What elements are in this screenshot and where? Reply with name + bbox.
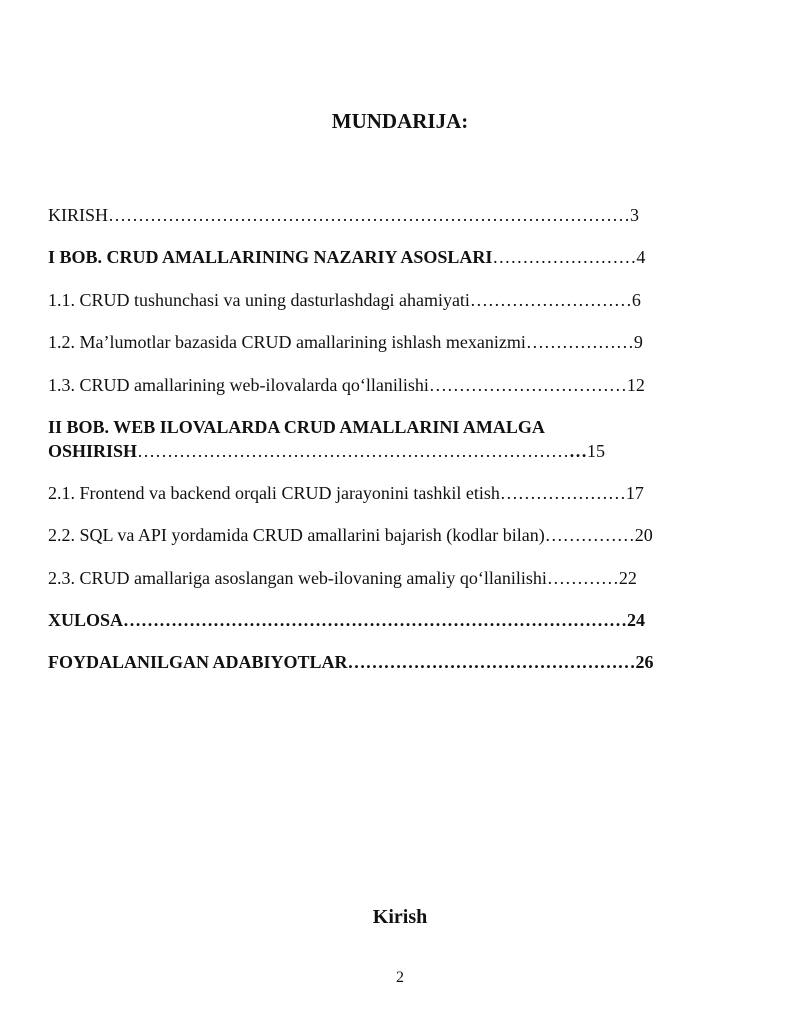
toc-entry-text: 1.2. Ma’lumotlar bazasida CRUD amallarining ishlash mexanizmi………………9 (48, 332, 643, 352)
section-heading: Kirish (372, 906, 428, 928)
toc-entry-dots-bold: … (569, 441, 588, 461)
toc-entry-1-3[interactable] (48, 373, 645, 397)
toc-entry-text: 2.3. CRUD amallariga asoslangan web-ilovaning amaliy qo‘llanilishi…………22 (48, 568, 637, 588)
toc-entry-chapter-2-cont[interactable] (48, 439, 605, 463)
toc-entry-text: KIRISH……………………………………………………………………………3 (48, 205, 640, 225)
toc-entry-text: 1.3. CRUD amallarining web-ilovalarda qo‘llanilishi……………………………12 (48, 375, 645, 395)
toc-entry-text: II BOB. WEB ILOVALARDA CRUD AMALLARINI AMALGA (48, 417, 545, 437)
toc-entry-2-2[interactable] (48, 523, 653, 547)
toc-entry-1-2[interactable] (48, 330, 643, 354)
toc-entry-chapter-2[interactable] (48, 415, 545, 439)
toc-entry-dots: ……………………4 (492, 247, 646, 267)
toc-entry-1-1[interactable] (48, 288, 641, 312)
toc-entry-text: 2.2. SQL va API yordamida CRUD amallarini bajarish (kodlar bilan)……………20 (48, 525, 653, 545)
toc-entry-text: I BOB. CRUD AMALLARINING NAZARIY ASOSLARI (48, 247, 493, 267)
toc-entry-2-1[interactable] (48, 481, 644, 505)
toc-entry-dots: ……………………………………………………………… (137, 441, 570, 461)
toc-entry-text: 1.1. CRUD tushunchasi va uning dasturlashdagi ahamiyati………………………6 (48, 290, 641, 310)
toc-entry-text: XULOSA…………………………………………………………………………24 (48, 610, 646, 630)
toc-entry-text: FOYDALANILGAN ADABIYOTLAR…………………………………………26 (48, 652, 654, 672)
toc-entry-xulosa[interactable] (48, 608, 645, 632)
toc-entry-chapter-1[interactable] (48, 245, 645, 269)
toc-entry-2-3[interactable] (48, 566, 637, 590)
page-title: MUNDARIJA: (331, 109, 469, 133)
toc-entry-text: 2.1. Frontend va backend orqali CRUD jarayonini tashkil etish…………………17 (48, 483, 644, 503)
toc-entry-text: OSHIRISH (48, 441, 138, 461)
toc-entry-page: 15 (587, 441, 606, 461)
page-number: 2 (396, 969, 404, 986)
toc-entry-kirish[interactable] (48, 203, 639, 227)
toc-entry-adabiyotlar[interactable] (48, 650, 654, 674)
